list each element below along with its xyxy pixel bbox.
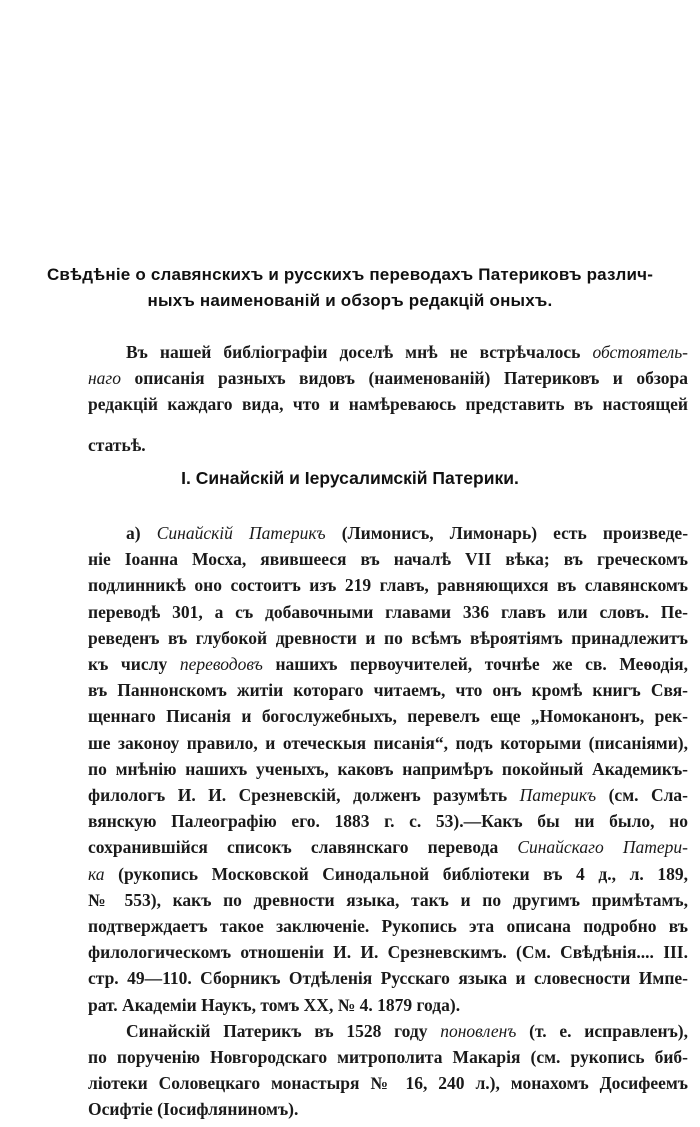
text-line [88,863,688,885]
text-line [88,601,688,623]
text-segment: подтверждаетъ такое заключеніе. Рукопись эта описана подробно въ [88,916,688,936]
text-line [88,574,688,596]
text-segment: переводѣ 301, а съ добавочными главами 336 главъ или словъ. Пе- [88,602,688,622]
text-line [88,915,688,937]
text-segment: по мнѣнію нашихъ ученыхъ, каковъ напримѣръ покойный Академикъ- [88,759,688,779]
text-segment: ліотеки Соловецкаго монастыря № 16, 240 л.), монахомъ Досифеемъ [88,1073,688,1093]
text-segment: Синайскій Патерикъ въ 1528 году [126,1021,441,1041]
text-segment: по порученію Новгородскаго митрополита Макарія (см. рукопись биб- [88,1047,688,1067]
text-segment: вянскую Палеографію его. 1883 г. с. 53).—Какъ бы ни было, но [88,811,688,831]
italic-text: поновленъ [440,1021,517,1041]
text-segment: Въ нашей библіографіи доселѣ мнѣ не встрѣчалось [126,342,593,362]
text-line [88,784,688,806]
italic-text: ка [88,864,105,884]
article-title-line-1: Свѣдѣніе о славянскихъ и русскихъ переводахъ Патериковъ различ- [46,265,654,284]
text-line [88,836,688,858]
text-line [88,810,688,832]
text-segment: № 553), какъ по древности языка, такъ и по другимъ примѣтамъ, [88,890,688,910]
text-line [88,393,688,415]
text-segment: филологъ И. И. Срезневскій, долженъ разумѣть [88,785,520,805]
text-line [88,1098,688,1120]
text-line [88,705,688,727]
text-line [88,889,688,911]
text-segment: стр. 49—110. Сборникъ Отдѣленія Русскаго языка и словесности Импе- [88,968,688,988]
text-segment: статьѣ. [88,435,146,455]
text-line [88,1046,688,1068]
text-segment: описанія разныхъ видовъ (наименованій) Патериковъ и обзора [121,368,688,388]
text-segment: филологическомъ отношеніи И. И. Срезневскимъ. (См. Свѣдѣнія.... III. [88,942,688,962]
text-segment: къ числу [88,654,180,674]
italic-text: обстоятель- [592,342,688,362]
text-line [88,367,688,389]
text-segment: щеннаго Писанія и богослужебныхъ, перевелъ еще „Номоканонъ, рек- [88,706,688,726]
text-segment: (рукопись Московской Синодальной библіотеки въ 4 д., л. 189, [104,864,688,884]
italic-text: переводовъ [179,654,263,674]
text-line [88,653,688,675]
text-segment: (см. Сла- [596,785,688,805]
text-line [88,434,688,456]
text-segment: (Лимонисъ, Лимонарь) есть произведе- [325,523,689,543]
text-line [88,1072,688,1094]
italic-text: наго [88,368,122,388]
text-line [88,732,688,754]
text-segment: Осифтіе (Іосифляниномъ). [88,1099,299,1119]
text-line [88,679,688,701]
text-segment: редакцій каждаго вида, что и намѣреваюсь представить въ настоящей [88,394,688,414]
text-segment: сохранившійся списокъ славянскаго перевода [88,837,518,857]
section-heading: I. Синайскій и Іерусалимскій Патерики. [181,468,519,488]
italic-text: Синайскаго Патери- [517,837,688,857]
text-line [88,522,688,544]
text-segment: ніе Іоанна Мосха, явившееся въ началѣ VII вѣка; въ греческомъ [88,549,688,569]
text-segment: рат. Академіи Наукъ, томъ XX, № 4. 1879 года). [88,995,461,1015]
text-segment: нашихъ первоучителей, точнѣе же св. Меѳодія, [262,654,688,674]
text-segment: въ Паннонскомъ житіи котораго читаемъ, что онъ кромѣ книгъ Свя- [88,680,688,700]
text-segment: (т. е. исправленъ), [516,1021,688,1041]
text-line [88,994,688,1016]
text-line [88,967,688,989]
text-segment: подлинникѣ оно состоитъ изъ 219 главъ, равняющихся въ славянскомъ [88,575,688,595]
italic-text: Патерикъ [519,785,597,805]
text-line [88,548,688,570]
text-line [88,941,688,963]
text-segment: а) [126,523,157,543]
text-line [88,758,688,780]
text-segment: ше законоу правило, и отеческыя писанія“, подъ которыми (писаніями), [88,733,688,753]
text-line [88,627,688,649]
text-line [88,1020,688,1042]
text-segment: реведенъ въ глубокой древности и по всѣмъ вѣроятіямъ принадлежитъ [88,628,688,648]
article-title-line-2: ныхъ наименованій и обзоръ редакцій оныхъ. [147,291,553,310]
text-line [88,341,688,363]
italic-text: Синайскій Патерикъ [156,523,326,543]
